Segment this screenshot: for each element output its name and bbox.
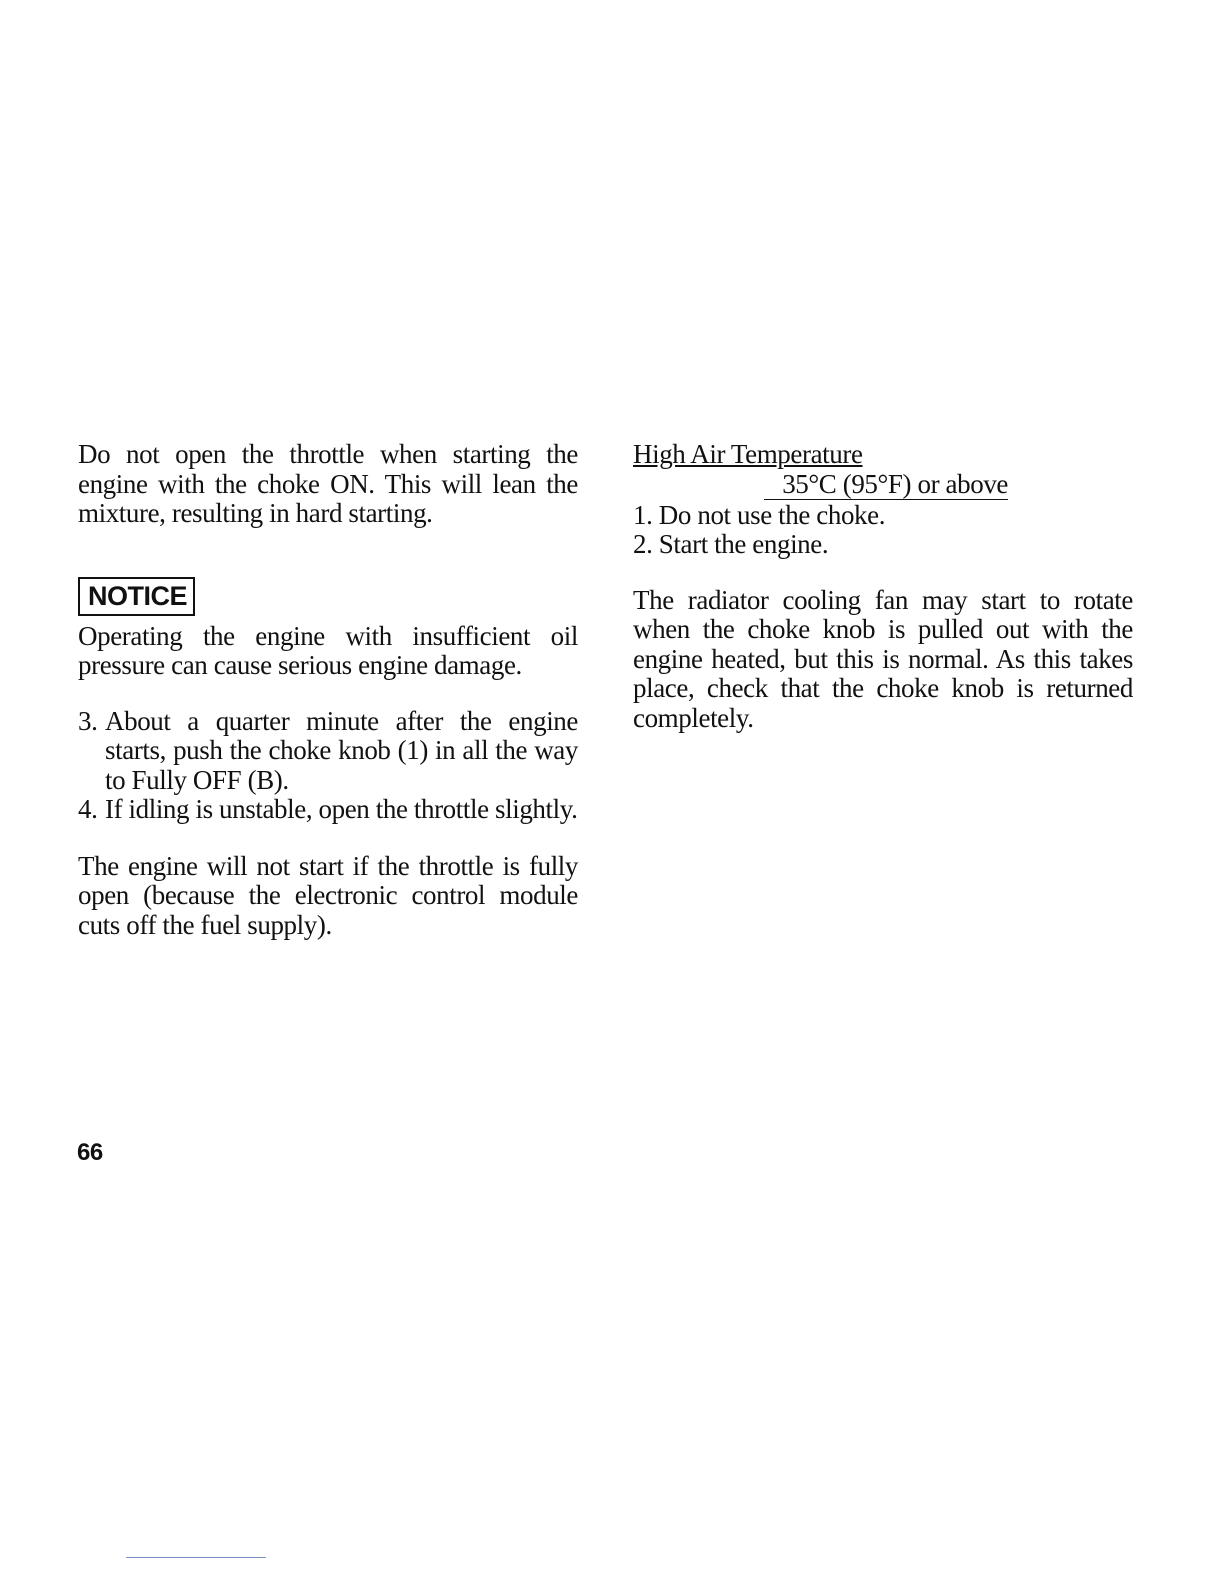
page-number: 66 bbox=[77, 1139, 103, 1166]
step-number: 4. bbox=[78, 794, 98, 824]
list-item bbox=[78, 707, 578, 796]
left-column bbox=[78, 440, 578, 940]
right-column bbox=[633, 440, 1133, 733]
step-text: About a quarter minute after the engine starts, push the choke knob (1) in all the way to Fully OFF (B). bbox=[105, 705, 578, 795]
section-heading bbox=[633, 440, 1133, 470]
notice-text: Operating the engine with insufficient oil pressure can cause serious engine damage. bbox=[78, 620, 578, 680]
intro-paragraph: Do not open the throttle when starting the engine with the choke ON. This will lean the mixture, resulting in hard starting. bbox=[78, 439, 578, 528]
closing-paragraph: The engine will not start if the throttle is fully open (because the electronic control module cuts off the fuel supply). bbox=[78, 850, 578, 940]
temperature-condition: 35°C (95°F) or above bbox=[764, 470, 1008, 500]
list-item: 1. Do not use the choke. bbox=[633, 499, 886, 530]
cooling-fan-paragraph: The radiator cooling fan may start to rotate when the choke knob is pulled out with the engine heated, but this is normal. As this takes place, check that the choke knob is returned completely. bbox=[633, 584, 1133, 733]
list-item: 2. Start the engine. bbox=[633, 529, 829, 559]
list-item bbox=[78, 795, 578, 825]
step-number: 3. bbox=[78, 705, 98, 736]
step-list bbox=[633, 501, 1133, 560]
step-list bbox=[78, 707, 578, 825]
heading-text: High Air Temperature bbox=[633, 439, 863, 469]
footer-divider bbox=[126, 1557, 266, 1558]
step-text: If idling is unstable, open the throttle slightly. bbox=[105, 794, 578, 824]
notice-label: NOTICE bbox=[78, 577, 195, 616]
